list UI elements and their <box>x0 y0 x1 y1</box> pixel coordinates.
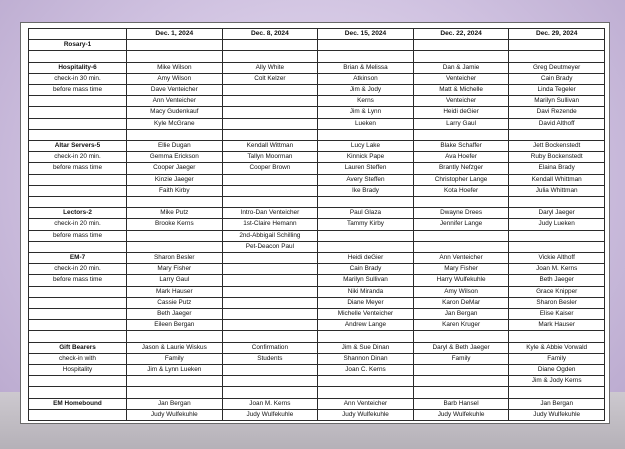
volunteer-cell: Jim & Jody Kerns <box>509 376 605 387</box>
volunteer-cell: Mike Wilson <box>127 62 223 73</box>
volunteer-cell: Beth Jaeger <box>127 309 223 320</box>
volunteer-cell <box>413 241 509 252</box>
volunteer-cell <box>318 376 414 387</box>
volunteer-cell: Ann Venteicher <box>413 253 509 264</box>
row-label <box>29 241 127 252</box>
table-row <box>29 174 605 185</box>
volunteer-cell: Confirmation <box>222 342 318 353</box>
table-row <box>29 85 605 96</box>
volunteer-cell <box>127 376 223 387</box>
volunteer-cell <box>222 129 318 140</box>
volunteer-cell: Family <box>413 353 509 364</box>
volunteer-cell <box>509 331 605 342</box>
volunteer-cell <box>222 85 318 96</box>
volunteer-cell <box>127 197 223 208</box>
volunteer-cell: Students <box>222 353 318 364</box>
volunteer-cell: Karon DeMar <box>413 297 509 308</box>
ministry-label: Rosary-1 <box>29 40 127 51</box>
table-row <box>29 365 605 376</box>
volunteer-cell: Marilyn Sullivan <box>318 275 414 286</box>
volunteer-cell: Kinnick Pape <box>318 152 414 163</box>
ministry-label: Altar Servers-5 <box>29 141 127 152</box>
volunteer-cell <box>222 286 318 297</box>
volunteer-cell <box>222 309 318 320</box>
volunteer-cell <box>127 241 223 252</box>
table-row <box>29 185 605 196</box>
volunteer-cell <box>318 40 414 51</box>
volunteer-cell: Kota Hoefer <box>413 185 509 196</box>
row-label: Hospitality <box>29 365 127 376</box>
volunteer-cell: Cooper Jaeger <box>127 163 223 174</box>
volunteer-cell: Jan Bergan <box>509 398 605 409</box>
table-row <box>29 297 605 308</box>
ministry-schedule-table <box>28 28 605 421</box>
date-header: Dec. 15, 2024 <box>318 29 414 40</box>
row-label: before mass time <box>29 275 127 286</box>
volunteer-cell <box>413 40 509 51</box>
volunteer-cell <box>127 331 223 342</box>
row-label <box>29 107 127 118</box>
volunteer-cell: Cooper Brown <box>222 163 318 174</box>
row-label <box>29 51 127 62</box>
ministry-label: EM-7 <box>29 253 127 264</box>
spacer-row <box>29 197 605 208</box>
row-label <box>29 185 127 196</box>
row-label <box>29 174 127 185</box>
schedule-sheet <box>20 22 610 424</box>
table-row <box>29 275 605 286</box>
volunteer-cell <box>413 376 509 387</box>
section-row <box>29 62 605 73</box>
volunteer-cell <box>318 197 414 208</box>
volunteer-cell: Judy Wulfekuhle <box>222 409 318 420</box>
header-corner <box>29 29 127 40</box>
ministry-label: Lectors-2 <box>29 208 127 219</box>
schedule-body <box>29 40 605 421</box>
volunteer-cell: Lauren Steffen <box>318 163 414 174</box>
row-label <box>29 331 127 342</box>
table-row <box>29 286 605 297</box>
row-label <box>29 387 127 398</box>
volunteer-cell: Ava Hoefer <box>413 152 509 163</box>
row-label <box>29 376 127 387</box>
volunteer-cell: Paul Glaza <box>318 208 414 219</box>
header-row <box>29 29 605 40</box>
volunteer-cell <box>127 387 223 398</box>
row-label <box>29 197 127 208</box>
volunteer-cell: David Althoff <box>509 118 605 129</box>
volunteer-cell: Judy Wulfekuhle <box>509 409 605 420</box>
volunteer-cell: Family <box>509 353 605 364</box>
volunteer-cell <box>413 51 509 62</box>
spacer-row <box>29 331 605 342</box>
volunteer-cell <box>222 174 318 185</box>
volunteer-cell: Judy Wulfekuhle <box>127 409 223 420</box>
volunteer-cell: Daryl Jaeger <box>509 208 605 219</box>
volunteer-cell: Michelle Venteicher <box>318 309 414 320</box>
volunteer-cell: Sharon Besler <box>127 253 223 264</box>
volunteer-cell: Kyle & Abbie Vorwald <box>509 342 605 353</box>
row-label <box>29 320 127 331</box>
table-row <box>29 309 605 320</box>
volunteer-cell: Christopher Lange <box>413 174 509 185</box>
row-label: check-in 20 min. <box>29 152 127 163</box>
volunteer-cell: Intro-Dan Venteicher <box>222 208 318 219</box>
row-label: check-in 30 min. <box>29 73 127 84</box>
volunteer-cell: Jan Bergan <box>127 398 223 409</box>
volunteer-cell: Cassie Putz <box>127 297 223 308</box>
volunteer-cell: Amy Wilson <box>413 286 509 297</box>
volunteer-cell: Larry Gaul <box>413 118 509 129</box>
volunteer-cell <box>318 331 414 342</box>
volunteer-cell: Cain Brady <box>318 264 414 275</box>
volunteer-cell <box>509 51 605 62</box>
ministry-label: EM Homebound <box>29 398 127 409</box>
volunteer-cell: Judy Wulfekuhle <box>318 409 414 420</box>
row-label: before mass time <box>29 230 127 241</box>
volunteer-cell: Brantly Nefzger <box>413 163 509 174</box>
volunteer-cell <box>318 51 414 62</box>
volunteer-cell <box>222 387 318 398</box>
volunteer-cell: Venteicher <box>413 96 509 107</box>
volunteer-cell: Linda Tegeler <box>509 85 605 96</box>
spacer-row <box>29 387 605 398</box>
row-label: check-in 20 min. <box>29 264 127 275</box>
volunteer-cell: Macy Gudenkauf <box>127 107 223 118</box>
row-label: check-in 20 min. <box>29 219 127 230</box>
volunteer-cell: Davi Rezende <box>509 107 605 118</box>
volunteer-cell: Tallyn Moorman <box>222 152 318 163</box>
volunteer-cell <box>222 365 318 376</box>
volunteer-cell: Jim & Jody <box>318 85 414 96</box>
volunteer-cell: Matt & Michelle <box>413 85 509 96</box>
volunteer-cell: 2nd-Abbigail Schilling <box>222 230 318 241</box>
volunteer-cell: Brian & Melissa <box>318 62 414 73</box>
volunteer-cell <box>509 129 605 140</box>
volunteer-cell: Joan M. Kerns <box>509 264 605 275</box>
volunteer-cell: Shannon Dinan <box>318 353 414 364</box>
volunteer-cell: Ann Venteicher <box>318 398 414 409</box>
volunteer-cell <box>318 241 414 252</box>
table-row <box>29 409 605 420</box>
volunteer-cell: Ann Venteicher <box>127 96 223 107</box>
volunteer-cell: Pet-Deacon Paul <box>222 241 318 252</box>
volunteer-cell: Gemma Erickson <box>127 152 223 163</box>
section-row <box>29 342 605 353</box>
volunteer-cell <box>222 275 318 286</box>
volunteer-cell: Jan Bergan <box>413 309 509 320</box>
table-row <box>29 230 605 241</box>
volunteer-cell: Diane Meyer <box>318 297 414 308</box>
volunteer-cell <box>509 40 605 51</box>
table-row <box>29 73 605 84</box>
volunteer-cell <box>509 387 605 398</box>
volunteer-cell: Dan & Jamie <box>413 62 509 73</box>
volunteer-cell: Beth Jaeger <box>509 275 605 286</box>
volunteer-cell: Blake Schaffer <box>413 141 509 152</box>
volunteer-cell: Sharon Besler <box>509 297 605 308</box>
volunteer-cell: Kinzie Jaeger <box>127 174 223 185</box>
table-row <box>29 320 605 331</box>
volunteer-cell: Ellie Dugan <box>127 141 223 152</box>
row-label <box>29 309 127 320</box>
volunteer-cell <box>509 241 605 252</box>
row-label <box>29 118 127 129</box>
row-label <box>29 129 127 140</box>
volunteer-cell: Elise Kaiser <box>509 309 605 320</box>
volunteer-cell <box>413 129 509 140</box>
section-row <box>29 40 605 51</box>
volunteer-cell: Jett Bockenstedt <box>509 141 605 152</box>
volunteer-cell: Mary Fisher <box>413 264 509 275</box>
volunteer-cell: Daryl & Beth Jaeger <box>413 342 509 353</box>
volunteer-cell: Lueken <box>318 118 414 129</box>
volunteer-cell: Barb Hansel <box>413 398 509 409</box>
volunteer-cell: Kyle McGrane <box>127 118 223 129</box>
volunteer-cell <box>222 320 318 331</box>
row-label: before mass time <box>29 163 127 174</box>
volunteer-cell <box>413 230 509 241</box>
volunteer-cell: Vickie Althoff <box>509 253 605 264</box>
volunteer-cell <box>413 387 509 398</box>
volunteer-cell: Cain Brady <box>509 73 605 84</box>
volunteer-cell: Joan C. Kerns <box>318 365 414 376</box>
volunteer-cell: Diane Ogden <box>509 365 605 376</box>
volunteer-cell <box>222 185 318 196</box>
volunteer-cell <box>413 365 509 376</box>
volunteer-cell: Ally White <box>222 62 318 73</box>
volunteer-cell <box>222 264 318 275</box>
volunteer-cell <box>222 297 318 308</box>
volunteer-cell <box>222 331 318 342</box>
volunteer-cell: Avery Steffen <box>318 174 414 185</box>
volunteer-cell: Kendall Whittman <box>509 174 605 185</box>
volunteer-cell: Greg Deutmeyer <box>509 62 605 73</box>
volunteer-cell: Joan M. Kerns <box>222 398 318 409</box>
date-header: Dec. 1, 2024 <box>127 29 223 40</box>
ministry-label: Hospitality-6 <box>29 62 127 73</box>
table-row <box>29 163 605 174</box>
date-header: Dec. 29, 2024 <box>509 29 605 40</box>
table-row <box>29 96 605 107</box>
ministry-label: Gift Bearers <box>29 342 127 353</box>
table-row <box>29 264 605 275</box>
volunteer-cell <box>222 253 318 264</box>
row-label <box>29 297 127 308</box>
row-label <box>29 96 127 107</box>
volunteer-cell <box>222 118 318 129</box>
volunteer-cell <box>127 40 223 51</box>
volunteer-cell: Karen Kruger <box>413 320 509 331</box>
volunteer-cell <box>222 107 318 118</box>
volunteer-cell: Jim & Lynn <box>318 107 414 118</box>
volunteer-cell: Ike Brady <box>318 185 414 196</box>
volunteer-cell: Mark Hauser <box>509 320 605 331</box>
volunteer-cell: 1st-Claire Hemann <box>222 219 318 230</box>
volunteer-cell: Brooke Kerns <box>127 219 223 230</box>
volunteer-cell: Marilyn Sullivan <box>509 96 605 107</box>
volunteer-cell: Mike Putz <box>127 208 223 219</box>
volunteer-cell <box>222 376 318 387</box>
volunteer-cell: Venteicher <box>413 73 509 84</box>
volunteer-cell <box>127 51 223 62</box>
table-row <box>29 107 605 118</box>
table-row <box>29 353 605 364</box>
volunteer-cell: Kerns <box>318 96 414 107</box>
table-row <box>29 219 605 230</box>
spacer-row <box>29 51 605 62</box>
spacer-row <box>29 129 605 140</box>
table-row <box>29 376 605 387</box>
volunteer-cell: Tammy Kirby <box>318 219 414 230</box>
volunteer-cell: Jennifer Lange <box>413 219 509 230</box>
volunteer-cell: Elaina Brady <box>509 163 605 174</box>
volunteer-cell: Judy Lueken <box>509 219 605 230</box>
volunteer-cell: Heidi deGier <box>318 253 414 264</box>
volunteer-cell <box>127 230 223 241</box>
row-label: before mass time <box>29 85 127 96</box>
volunteer-cell: Ruby Bockenstedt <box>509 152 605 163</box>
volunteer-cell: Atkinson <box>318 73 414 84</box>
volunteer-cell: Larry Gaul <box>127 275 223 286</box>
section-row <box>29 253 605 264</box>
volunteer-cell <box>318 129 414 140</box>
volunteer-cell <box>222 51 318 62</box>
volunteer-cell: Jim & Sue Dinan <box>318 342 414 353</box>
row-label <box>29 409 127 420</box>
volunteer-cell: Amy Wilson <box>127 73 223 84</box>
table-row <box>29 118 605 129</box>
volunteer-cell: Harry Wulfekuhle <box>413 275 509 286</box>
volunteer-cell: Kendall Wittman <box>222 141 318 152</box>
volunteer-cell: Grace Knipper <box>509 286 605 297</box>
volunteer-cell: Mark Hauser <box>127 286 223 297</box>
volunteer-cell <box>127 129 223 140</box>
volunteer-cell <box>222 96 318 107</box>
section-row <box>29 208 605 219</box>
volunteer-cell: Mary Fisher <box>127 264 223 275</box>
volunteer-cell: Lucy Lake <box>318 141 414 152</box>
volunteer-cell <box>509 230 605 241</box>
volunteer-cell: Jim & Lynn Lueken <box>127 365 223 376</box>
date-header: Dec. 22, 2024 <box>413 29 509 40</box>
row-label <box>29 286 127 297</box>
volunteer-cell: Jason & Laurie Wiskus <box>127 342 223 353</box>
volunteer-cell: Heidi deGier <box>413 107 509 118</box>
volunteer-cell: Eileen Bergan <box>127 320 223 331</box>
volunteer-cell: Niki Miranda <box>318 286 414 297</box>
volunteer-cell <box>413 197 509 208</box>
volunteer-cell <box>318 230 414 241</box>
volunteer-cell: Faith Kirby <box>127 185 223 196</box>
volunteer-cell <box>222 197 318 208</box>
volunteer-cell: Family <box>127 353 223 364</box>
section-row <box>29 141 605 152</box>
table-row <box>29 241 605 252</box>
volunteer-cell: Colt Kelzer <box>222 73 318 84</box>
table-row <box>29 152 605 163</box>
section-row <box>29 398 605 409</box>
volunteer-cell <box>413 331 509 342</box>
volunteer-cell: Julia Whittman <box>509 185 605 196</box>
volunteer-cell <box>222 40 318 51</box>
volunteer-cell: Judy Wulfekuhle <box>413 409 509 420</box>
date-header: Dec. 8, 2024 <box>222 29 318 40</box>
volunteer-cell: Andrew Lange <box>318 320 414 331</box>
volunteer-cell: Dave Venteicher <box>127 85 223 96</box>
volunteer-cell: Dwayne Drees <box>413 208 509 219</box>
volunteer-cell <box>509 197 605 208</box>
volunteer-cell <box>318 387 414 398</box>
row-label: check-in with <box>29 353 127 364</box>
